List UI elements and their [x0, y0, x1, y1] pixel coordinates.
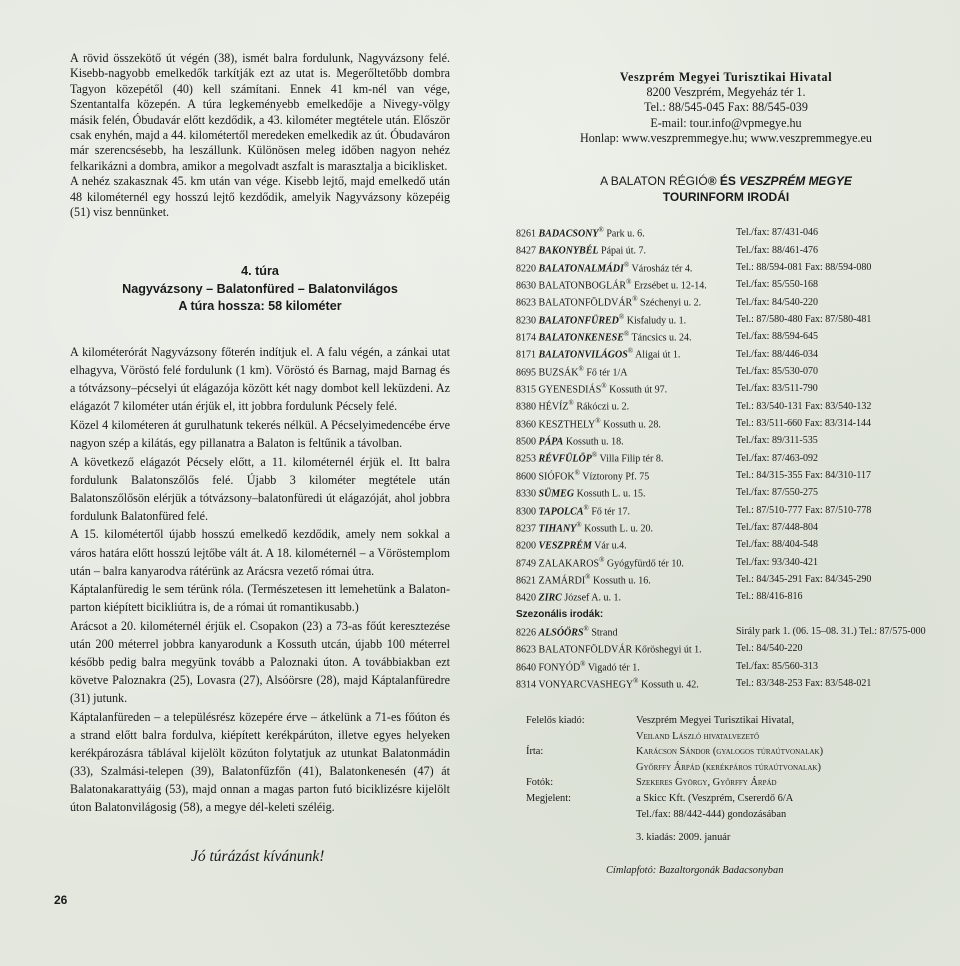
office-name: Veszprém Megyei Turisztikai Hivatal	[619, 70, 833, 84]
postal-code: 8314	[516, 679, 536, 691]
town-name: GYENESDIÁS	[538, 384, 602, 396]
author-value	[636, 744, 936, 775]
author-row	[526, 744, 936, 775]
page-number: 26	[54, 893, 68, 907]
office-row	[516, 536, 936, 553]
street-address: Kőröshegyi út 1.	[632, 644, 702, 656]
postal-code: 8237	[516, 523, 536, 535]
paragraph: Káptalanfüreden – a településrész közepére érve – átkelünk a 71-es főúton és a strand előtt balra fordulva, kiépített kerékpárúton, illetve egyes helyeken kerékpározásra táblával kijelölt közúton folytatjuk az utunkat Balatonmádin (33), Szalmási-telepen (39), Balatonfűzfőn (41), Balatonkenesén (47) át Balatonakarattyáig (53), majd onnan a magas parton futó biciklizésre kijelölt úton Balatonvilágosig (58), a megye dél-keleti széléig.	[70, 709, 450, 815]
postal-code: 8630	[516, 280, 536, 292]
town-name: BALATONVILÁGOS	[538, 349, 628, 361]
street-address: Gyógyfürdő tér 10.	[604, 557, 684, 569]
postal-code: 8300	[516, 505, 536, 517]
postal-code: 8253	[516, 453, 536, 465]
office-contact: Tel.: 84/345-291 Fax: 84/345-290	[736, 574, 872, 586]
impressum	[526, 713, 936, 846]
office-row	[516, 241, 936, 258]
town-name: TIHANY	[538, 523, 577, 535]
town-name: ZALAKAROS	[538, 557, 600, 569]
office-contact: Tel./fax: 85/550-168	[736, 279, 819, 291]
postal-code: 8220	[516, 263, 536, 275]
office-row	[516, 519, 936, 536]
street-address: Táncsics u. 24.	[629, 332, 692, 344]
publisher-row	[526, 713, 936, 744]
route-name: Nagyvázsony – Balatonfüred – Balatonvilágos	[122, 281, 398, 296]
office-contact: Tel.: 87/580-480 Fax: 87/580-481	[736, 313, 872, 325]
postal-code: 8174	[516, 332, 536, 344]
office-row	[516, 432, 936, 449]
publisher-label: Felelős kiadó:	[526, 715, 585, 726]
office-contact: Tel.: 83/348-253 Fax: 83/548-021	[736, 678, 872, 690]
registered-mark: ®	[627, 347, 634, 356]
street-address: Erzsébet u. 12-14.	[631, 280, 707, 292]
office-email: E-mail: tour.info@vpmegye.hu	[650, 115, 802, 130]
office-row	[516, 554, 936, 571]
office-location	[516, 397, 736, 414]
lead-text	[70, 51, 450, 220]
town-name: BAKONYBÉL	[538, 245, 599, 257]
region-title-line-2: TOURINFORM IRODÁI	[662, 190, 790, 205]
office-location	[516, 328, 736, 345]
registered-mark: ®	[580, 659, 586, 668]
office-contact: Tel.: 84/315-355 Fax: 84/310-117	[736, 470, 872, 481]
office-row	[516, 484, 936, 501]
postal-code: 8621	[516, 575, 536, 587]
street-address: Park u. 6.	[603, 228, 645, 240]
region-title	[516, 173, 936, 205]
street-address: Strand	[588, 627, 618, 639]
route-number: 4. túra	[241, 264, 279, 279]
registered-mark: ®	[601, 382, 607, 391]
photos-label: Fotók:	[526, 777, 554, 789]
edition: 3. kiadás: 2009. január	[636, 832, 731, 844]
town-name: ZAMÁRDI	[538, 575, 586, 587]
postal-code: 8171	[516, 349, 536, 361]
office-row	[516, 502, 936, 519]
postal-code: 8623	[516, 297, 536, 309]
published-2: Tel./fax: 88/442-444) gondozásában	[636, 808, 787, 820]
office-row	[516, 640, 936, 657]
street-address: Aligai út 1.	[633, 349, 681, 361]
town-name: BALATONALMÁDI	[538, 263, 624, 275]
registered-mark: ®	[595, 416, 601, 425]
office-location	[516, 554, 736, 571]
office-row	[516, 588, 936, 605]
street-address: Fő tér 1/A	[583, 367, 628, 379]
office-contact: Tel.: 83/511-660 Fax: 83/314-144	[736, 417, 872, 429]
office-row	[516, 675, 936, 692]
street-address: Rákóczi u. 2.	[573, 401, 630, 413]
street-address: Kossuth u. 16.	[590, 575, 651, 587]
office-contact: Tel./fax: 87/431-046	[736, 227, 819, 239]
office-location	[516, 259, 736, 276]
office-location	[516, 432, 736, 449]
office-row	[516, 293, 936, 310]
office-location	[516, 571, 736, 588]
author-1: Karácson Sándor (gyalogos túraútvonalak)	[636, 746, 824, 758]
route-header	[70, 263, 450, 316]
street-address: Kossuth u. 42.	[638, 679, 699, 691]
postal-code: 8640	[516, 661, 536, 673]
office-row	[516, 467, 936, 484]
paragraph: A következő elágazót Pécsely előtt, a 11. kilométernél érjük el. Itt balra fordulunk Balatonszőlős felé. Újabb 3 kilométer megtétele után Balatonszőlősön elérjük a tótvázsony–balatonfüredi út elágazóját, ahol jobbra fordulunk Balatonfüred felé.	[70, 454, 450, 523]
route-description	[70, 343, 450, 816]
author-label: Írta:	[526, 746, 544, 758]
paragraph: A rövid összekötő út végén (38), ismét balra fordulunk, Nagyvázsony felé. Kisebb-nagyobb emelkedők tarkítják ezt az utat is. Megerőltetőbb dombra Tagyon közepétől (40) kell számítani. Ennek 41 km-nél van vége, Szentantalfa közepén. A túra legkeményebb emelkedője a Nivegy-völgy másik felén, Óbudavár előtt kezdődik, a 43. kilométer megtétele után. Először csak enyhén, majd a 44. kilométertől meredeken emelkedik az út. Óbudaváron már szerencsésebb, ha leszállunk. Különösen meleg időben nagyon nehéz felkarikázni a dombra, amikor a megolvadt aszfalt is marasztalja a biciklisket.	[70, 51, 450, 173]
registered-mark: ®	[623, 330, 630, 339]
office-contact: Tel./fax: 84/540-220	[736, 296, 819, 308]
postal-code: 8420	[516, 592, 536, 604]
registered-mark: ®	[574, 468, 580, 477]
region-title-balaton: BALATON RÉGIÓ	[610, 174, 708, 189]
seasonal-heading: Szezonális irodák:	[516, 608, 604, 620]
photos-row	[526, 775, 936, 791]
town-name: SIÓFOK	[538, 471, 575, 483]
region-title-pre: A	[600, 174, 611, 189]
street-address: Széchenyi u. 2.	[637, 297, 702, 309]
office-location	[516, 484, 736, 501]
office-row	[516, 380, 936, 397]
office-location	[516, 623, 736, 640]
town-name: FONYÓD	[538, 661, 581, 673]
office-location	[516, 224, 736, 241]
postal-code: 8315	[516, 384, 536, 396]
street-address: Kossuth u. 18.	[563, 436, 624, 448]
office-row	[516, 449, 936, 466]
street-address: Kossuth L. u. 20.	[581, 523, 654, 535]
registered-mark: ®	[626, 278, 632, 287]
publisher-name: Veszprém Megyei Turisztikai Hivatal,	[636, 715, 795, 726]
published-row	[526, 791, 936, 822]
office-contact: Tel.: 87/510-777 Fax: 87/510-778	[736, 504, 872, 516]
town-name: PÁPA	[538, 436, 564, 448]
closing-wish: Jó túrázást kívánunk!	[191, 848, 325, 865]
town-name: SÜMEG	[538, 488, 575, 500]
street-address: Kisfaludy u. 1.	[624, 315, 687, 327]
office-row	[516, 276, 936, 293]
street-address: Kossuth L. u. 15.	[574, 488, 646, 500]
street-address: Víztorony Pf. 75	[579, 471, 650, 483]
street-address: Fő tér 17.	[588, 505, 630, 517]
office-contact: Tel.: 88/594-081 Fax: 88/594-080	[736, 261, 872, 273]
postal-code: 8230	[516, 315, 536, 327]
town-name: KESZTHELY	[538, 419, 596, 431]
postal-code: 8330	[516, 488, 536, 500]
registered-mark: ®	[576, 520, 582, 529]
office-row	[516, 259, 936, 276]
office-location	[516, 658, 736, 675]
office-contact	[516, 70, 936, 146]
town-name: BALATONFÖLDVÁR	[538, 644, 633, 656]
registered-mark: ®	[598, 226, 604, 235]
town-name: ALSÓÖRS	[538, 627, 584, 639]
office-contact: Tel.: 88/416-816	[736, 591, 803, 603]
office-row	[516, 363, 936, 380]
office-contact: Sirály park 1. (06. 15–08. 31.) Tel.: 87/575-000	[736, 626, 926, 638]
route-length: A túra hossza: 58 kilométer	[178, 299, 342, 314]
office-contact: Tel./fax: 87/463-092	[736, 452, 819, 464]
office-location	[516, 675, 736, 692]
postal-code: 8623	[516, 644, 536, 656]
town-name: BALATONBOGLÁR	[538, 280, 627, 292]
right-column	[516, 70, 936, 692]
postal-code: 8261	[516, 228, 536, 240]
office-contact: Tel./fax: 93/340-421	[736, 556, 819, 568]
town-name: VESZPRÉM	[538, 540, 592, 552]
street-address: Kossuth út 97.	[606, 384, 668, 396]
paragraph: A kilométerórát Nagyvázsony főterén indítjuk el. A falu végén, a zánkai utat elhagyva, Vöröstó felé fordulunk (1 km). Vöröstó és Barnag, majd Barnag és a tótvázsony–pécselyi út elágazója között két nagy dombot kell leküzdeni. Az elágazót 7 kilométer után érjük el, itt jobbra fordulunk Pécsely felé.	[70, 344, 450, 414]
office-contact: Tel./fax: 85/530-070	[736, 365, 819, 377]
office-location	[516, 536, 736, 553]
office-row	[516, 328, 936, 345]
office-row	[516, 623, 936, 640]
town-name: BUZSÁK	[538, 367, 579, 379]
office-contact: Tel./fax: 89/311-535	[736, 435, 818, 447]
office-location	[516, 467, 736, 484]
office-row	[516, 224, 936, 241]
office-location	[516, 449, 736, 466]
published-value	[636, 791, 936, 822]
office-row	[516, 658, 936, 675]
registered-mark: ®	[585, 572, 591, 581]
postal-code: 8749	[516, 557, 536, 569]
office-contact: Tel./fax: 88/461-476	[736, 244, 819, 256]
town-name: BALATONFÜRED	[538, 315, 619, 327]
town-name: BALATONFÖLDVÁR	[538, 297, 633, 309]
registered-mark: ®	[599, 555, 605, 564]
office-contact: Tel./fax: 85/560-313	[736, 660, 819, 672]
registered-mark: ®	[623, 260, 630, 269]
office-location	[516, 241, 736, 258]
paragraph: A 15. kilométertől újabb hosszú emelkedő kezdődik, amely nem sokkal a város határa előtt hosszú lejtőbe vált át. A 18. kilométernél – a Vöröstemplom után – balra kanyarodva rátérünk az Arácsra vezető római útra.	[70, 527, 450, 578]
office-location	[516, 363, 736, 380]
office-address: 8200 Veszprém, Megyeház tér 1.	[646, 85, 806, 100]
office-location	[516, 502, 736, 519]
postal-code: 8600	[516, 471, 536, 483]
region-title-line-1	[516, 173, 936, 189]
office-contact: Tel.: 84/540-220	[736, 643, 803, 655]
cover-photo-credit: Címlapfotó: Bazaltorgonák Badacsonyban	[606, 865, 784, 876]
postal-code: 8695	[516, 367, 536, 379]
paragraph: Közel 4 kilométeren át gurulhatunk tekerés nélkül. A Pécselyimedencébe érve nagyon szép a kilátás, egy pillanatra a Balaton is feltűnik a távolban.	[70, 417, 450, 450]
office-location	[516, 311, 736, 328]
office-location	[516, 519, 736, 536]
street-address: Városház tér 4.	[629, 263, 693, 275]
registered-mark: ®	[583, 503, 589, 512]
tourinform-table	[516, 224, 936, 692]
street-address: József A. u. 1.	[561, 592, 622, 604]
office-website: Honlap: www.veszpremmegye.hu; www.veszpremmegye.eu	[580, 130, 872, 145]
region-title-megye: VESZPRÉM MEGYE	[739, 174, 852, 189]
street-address: Vigadó tér 1.	[585, 661, 640, 673]
office-location	[516, 588, 736, 605]
town-name: VONYARCVASHEGY	[538, 679, 634, 691]
office-row	[516, 345, 936, 362]
street-address: Villa Filip tér 8.	[597, 453, 664, 465]
office-row	[516, 397, 936, 414]
published-1: a Skicc Kft. (Veszprém, Csererdő 6/A	[636, 792, 794, 804]
office-contact: Tel./fax: 88/594-645	[736, 331, 819, 343]
office-location	[516, 293, 736, 310]
registered-mark: ®	[618, 312, 625, 321]
registered-mark: ®	[578, 364, 584, 373]
office-contact: Tel./fax: 87/550-275	[736, 487, 819, 499]
region-title-mid: ® ÉS	[707, 174, 740, 189]
street-address: Vár u.4.	[591, 540, 627, 552]
town-name: BALATONKENESE	[538, 332, 624, 344]
published-label: Megjelent:	[526, 792, 572, 804]
registered-mark: ®	[632, 295, 638, 304]
author-2: Győrffy Árpád (kerékpáros túraútvonalak)	[636, 761, 821, 773]
photos-value: Szekeres György, Győrffy Árpád	[636, 777, 777, 789]
office-location	[516, 415, 736, 432]
registered-mark: ®	[591, 451, 598, 460]
town-name: RÉVFÜLÖP	[538, 453, 592, 465]
publisher-director: Veiland László hivatalvezető	[636, 730, 760, 742]
office-contact: Tel./fax: 87/448-804	[736, 522, 819, 534]
registered-mark: ®	[583, 624, 589, 633]
office-row	[516, 311, 936, 328]
office-row	[516, 571, 936, 588]
office-contact: Tel./fax: 88/404-548	[736, 539, 819, 551]
office-row	[516, 415, 936, 432]
publisher-value	[636, 713, 936, 744]
street-address: Kossuth u. 28.	[600, 419, 661, 431]
postal-code: 8427	[516, 245, 536, 257]
office-contact: Tel.: 83/540-131 Fax: 83/540-132	[736, 400, 872, 412]
office-location	[516, 345, 736, 362]
town-name: TAPOLCA	[538, 505, 584, 517]
town-name: BADACSONY	[538, 228, 599, 240]
town-name: HÉVÍZ	[538, 401, 569, 413]
left-column	[70, 51, 450, 817]
postal-code: 8380	[516, 401, 536, 413]
registered-mark: ®	[568, 399, 574, 408]
paragraph: A nehéz szakasznak 45. km után van vége. Kisebb lejtő, majd emelkedő után 48 kilométernél egy hosszú lejtő kezdődik, amelyik Nagyvázsony közepéig (51) visz bennünket.	[70, 174, 450, 220]
office-contact: Tel./fax: 88/446-034	[736, 348, 819, 360]
seasonal-heading-row	[516, 606, 936, 623]
postal-code: 8500	[516, 436, 536, 448]
postal-code: 8200	[516, 540, 536, 552]
office-location	[516, 276, 736, 293]
postal-code: 8226	[516, 627, 536, 639]
paragraph: Arácsot a 20. kilométernél érjük el. Csopakon (23) a 73-as főút keresztezése után 200 méterrel jobbra kanyarodunk a Kossuth utcán, újabb 100 méterrel később pedig balra megyünk tovább a Paloznaki úton. A továbbiakban ezt követve Paloznakra (25), Lovasra (27), Alsóörsre (28), majd Káptalanfüredre (31) jutunk.	[70, 618, 450, 706]
street-address: Pápai út. 7.	[598, 245, 647, 257]
town-name: ZIRC	[538, 592, 562, 604]
office-location	[516, 640, 736, 657]
registered-mark: ®	[633, 676, 639, 685]
paragraph: Káptalanfüredig le sem térünk róla. (Természetesen itt lemehetünk a Balaton-parton kiépített bicikliútra is, de a római út romantikusabb.)	[70, 582, 450, 615]
office-location	[516, 380, 736, 397]
postal-code: 8360	[516, 419, 536, 431]
office-contact: Tel./fax: 83/511-790	[736, 383, 818, 395]
office-phone: Tel.: 88/545-045 Fax: 88/545-039	[644, 100, 808, 115]
